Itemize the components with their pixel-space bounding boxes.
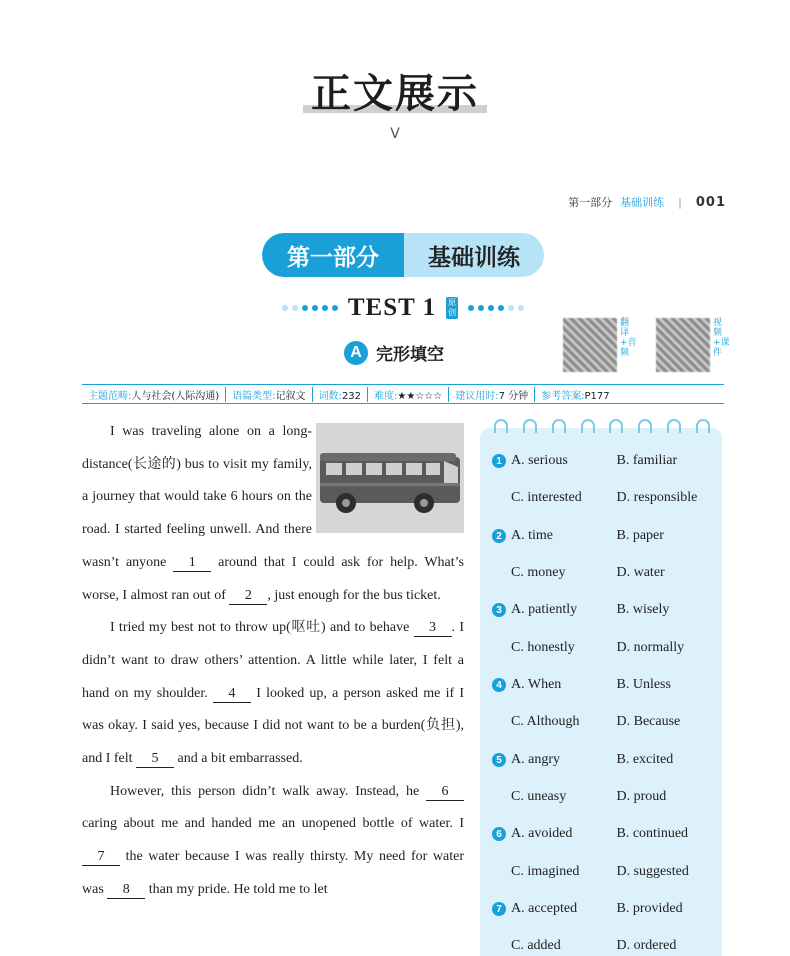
meta-item-time: 建议用时:7 分钟 [449, 387, 535, 402]
question-row [492, 563, 722, 583]
meta-item-difficulty: 难度:★★☆☆☆ [368, 387, 449, 402]
question-row [492, 862, 722, 882]
passage-paragraph: I tried my best not to throw up(呕吐) and to behave 3 . I didn’t want to draw others’ attention. A little while later, I felt a hand on my shoulder. 4 I looked up, a person asked me if I was okay. I said yes, because I did not want to be a burden(负担), and I felt 5 and a bit embarrassed. [82, 620, 465, 767]
blank: 4 [213, 686, 251, 703]
blank: 8 [107, 882, 145, 899]
option-d[interactable]: D. responsible [616, 490, 698, 505]
passage-paragraph: However, this person didn’t walk away. Instead, he 6 caring about me and handed me an unopened bottle of water. I 7 the water because I was really thirsty. My need for water was 8 than my pride. He told me to let [82, 783, 464, 897]
blank: 5 [136, 751, 174, 768]
question-row [492, 936, 722, 956]
option-b[interactable]: B. paper [616, 528, 664, 543]
option-d[interactable]: D. Because [616, 714, 681, 729]
option-a[interactable]: A. time [511, 528, 553, 543]
question-row [492, 675, 722, 695]
blank: 3 [414, 620, 452, 637]
part-banner [262, 233, 544, 277]
test-title: TEST 1 [347, 294, 437, 321]
meta-info-bar [82, 384, 724, 404]
option-c[interactable]: C. Although [511, 714, 580, 729]
option-b[interactable]: B. wisely [616, 602, 670, 617]
blank: 1 [173, 555, 211, 572]
question-row [492, 451, 722, 471]
option-a[interactable]: A. patiently [511, 602, 578, 617]
running-head-separator: | [678, 195, 682, 209]
option-a[interactable]: A. angry [511, 752, 560, 767]
running-head-part: 第一部分 [568, 196, 613, 209]
running-head-section: 基础训练 [620, 196, 665, 209]
section-title: 完形填空 [376, 345, 444, 365]
option-a[interactable]: A. serious [511, 453, 568, 468]
page-number: 001 [695, 194, 726, 210]
question-number: 4 [492, 678, 506, 692]
option-a[interactable]: A. accepted [511, 901, 578, 916]
question-row [492, 712, 722, 732]
option-d[interactable]: D. ordered [616, 938, 677, 953]
option-c[interactable]: C. honestly [511, 640, 575, 655]
option-c[interactable]: C. uneasy [511, 789, 567, 804]
option-d[interactable]: D. proud [616, 789, 667, 804]
qr-label-video: 视频+课件 [713, 318, 730, 358]
option-c[interactable]: C. added [511, 938, 561, 953]
option-c[interactable]: C. interested [511, 490, 582, 505]
meta-item-wordcount: 词数:232 [313, 387, 368, 402]
question-number: 7 [492, 902, 506, 916]
cloze-passage [82, 416, 464, 907]
qr-label-translation: 翻译+音频 [620, 318, 637, 358]
section-badge: A [344, 341, 368, 365]
question-row [492, 600, 722, 620]
option-c[interactable]: C. money [511, 565, 566, 580]
question-row [492, 787, 722, 807]
blank: 7 [82, 849, 120, 866]
meta-item-genre: 语篇类型:记叙文 [226, 387, 312, 402]
question-row [492, 638, 722, 658]
option-a[interactable]: A. When [511, 677, 562, 692]
passage-paragraph: I was traveling alone on a long-distance(长途的) bus to visit my family, a journey that would take 6 hours on the road. I started feeling unwell. And there wasn’t anyone 1 around that I could ask for help. What’s worse, I almost ran out of 2 , just enough for the bus ticket. [82, 424, 464, 603]
qr-code-video[interactable] [656, 318, 710, 372]
option-c[interactable]: C. imagined [511, 864, 580, 879]
question-number: 3 [492, 603, 506, 617]
meta-item-topic: 主题范畴:人与社会(人际沟通) [82, 387, 226, 402]
question-number: 1 [492, 454, 506, 468]
question-row [492, 526, 722, 546]
option-d[interactable]: D. suggested [616, 864, 689, 879]
qr-code-translation[interactable] [563, 318, 617, 372]
question-row [492, 824, 722, 844]
option-d[interactable]: D. water [616, 565, 665, 580]
option-b[interactable]: B. familiar [616, 453, 678, 468]
question-row [492, 899, 722, 919]
running-head [568, 194, 726, 210]
page-banner [0, 62, 790, 119]
option-b[interactable]: B. Unless [616, 677, 671, 692]
blank: 6 [426, 784, 464, 801]
option-a[interactable]: A. avoided [511, 826, 573, 841]
option-b[interactable]: B. continued [616, 826, 689, 841]
banner-title: 正文展示 [305, 62, 485, 119]
blank: 2 [229, 588, 267, 605]
option-b[interactable]: B. provided [616, 901, 683, 916]
left-dots-decoration [282, 305, 338, 311]
meta-item-answer: 参考答案:P177 [541, 390, 610, 402]
question-row [492, 750, 722, 770]
question-number: 5 [492, 753, 506, 767]
notebook-rings-decoration [484, 419, 720, 433]
part-banner-right: 基础训练 [428, 244, 520, 271]
option-b[interactable]: B. excited [616, 752, 674, 767]
question-number: 6 [492, 827, 506, 841]
test-heading [262, 294, 544, 322]
question-number: 2 [492, 529, 506, 543]
chevron-down-icon: V [390, 126, 400, 142]
part-banner-left: 第一部分 [262, 233, 404, 277]
right-dots-decoration [468, 305, 524, 311]
original-badge: 原 创 [448, 298, 457, 317]
section-heading [344, 340, 444, 365]
option-d[interactable]: D. normally [616, 640, 685, 655]
question-row [492, 488, 722, 508]
